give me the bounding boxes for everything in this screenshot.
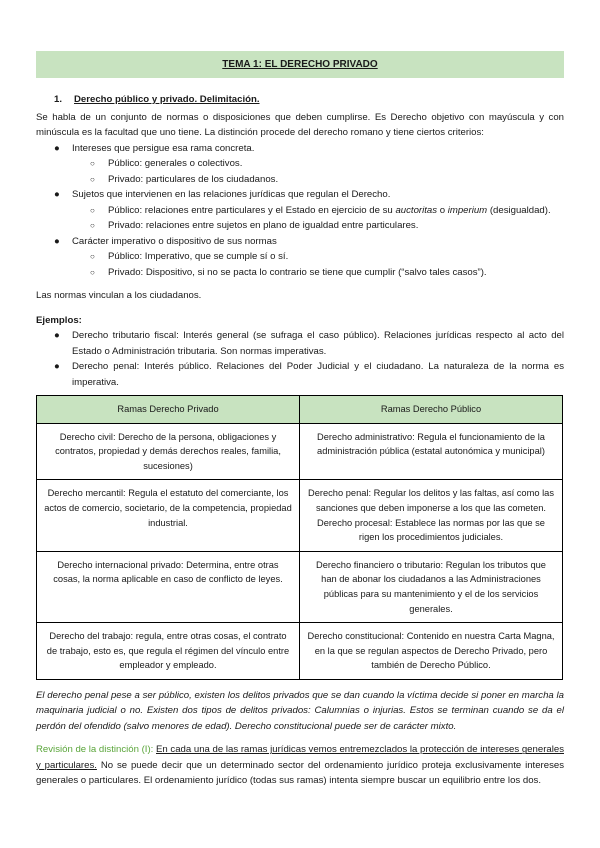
subitem-text-prefix: Público: relaciones entre particulares y el Estado en ejercicio de su (108, 204, 396, 216)
criterion-subitem (36, 156, 564, 172)
bullet-icon: ● (54, 189, 60, 200)
criterion-subitem (36, 249, 564, 265)
subitem-text-suffix: (desigualdad). (487, 204, 551, 216)
example-item (36, 359, 564, 390)
subitem-text: Público: Imperativo, que se cumple sí o sí. (108, 251, 289, 262)
section-number: 1. (54, 94, 63, 105)
section-heading (36, 92, 564, 108)
bullet-icon: ● (54, 330, 60, 341)
criterion-subitem (36, 172, 564, 188)
private-branch-cell: Derecho mercantil: Regula el estatuto del comerciante, los actos de comercio, societario, de la competencia, propiedad industrial. (37, 480, 300, 551)
examples-heading: Ejemplos: (36, 314, 82, 326)
criterion-item (36, 187, 564, 203)
public-branch-cell: Derecho penal: Regular los delitos y las faltas, así como las sanciones que deben imponerse a los que las cometen. Derecho procesal: Establece las normas por las que se rigen los procedimientos judiciales. (300, 480, 563, 551)
criterion-label: Carácter imperativo o dispositivo de sus normas (72, 235, 277, 247)
private-branch-cell: Derecho del trabajo: regula, entre otras cosas, el contrato de trabajo, esto es, que regula el régimen del vínculo entre empleador y empleado. (37, 623, 300, 680)
bullet-icon: ● (54, 142, 60, 154)
table-row (37, 480, 563, 551)
subitem-text: Privado: relaciones entre sujetos en plano de igualdad entre particulares. (108, 220, 419, 231)
example-text: Derecho penal: Interés público. Relaciones del Poder Judicial y el ciudadano. La naturaleza de la norma es imperativa. (72, 361, 564, 388)
circle-bullet-icon: ○ (90, 252, 95, 261)
revision-rest: No se puede decir que un determinado sector del ordenamiento jurídico proteja exclusivamente intereses generales o particulares. El ordenamiento jurídico (todas sus ramas) intenta siempre buscar un equilibrio entre los dos. (36, 759, 564, 787)
revision-label: Revisión de la distinción (I): (36, 744, 154, 756)
table-row (37, 551, 563, 622)
criterion-subitem (36, 265, 564, 281)
subitem-connector: o (437, 204, 448, 216)
criterion-subitem (36, 203, 564, 219)
table-row (37, 423, 563, 480)
public-branch-cell: Derecho administrativo: Regula el funcionamiento de la administración pública (estatal autonómica y municipal) (300, 423, 563, 480)
criterion-item (36, 141, 564, 157)
bind-statement: Las normas vinculan a los ciudadanos. (36, 290, 202, 301)
subitem-text: Público: generales o colectivos. (108, 158, 243, 169)
revision-paragraph (36, 742, 564, 789)
bullet-icon: ● (54, 361, 60, 372)
auctoritas-term: auctoritas (395, 204, 438, 216)
section-title: Derecho público y privado. Delimitación. (74, 94, 260, 105)
circle-bullet-icon: ○ (90, 159, 95, 168)
criteria-list (36, 141, 564, 281)
criterion-label: Sujetos que intervienen en las relaciones jurídicas que regulan el Derecho. (72, 189, 391, 200)
private-branch-cell: Derecho internacional privado: Determina, entre otras cosas, la norma aplicable en caso de conflicto de leyes. (37, 551, 300, 622)
example-item (36, 328, 564, 359)
branches-table (36, 395, 563, 680)
public-branch-cell: Derecho financiero o tributario: Regulan los tributos que han de abonar los ciudadanos a las Administraciones públicas para su mantenimiento y el de los servicios generales. (300, 551, 563, 622)
intro-paragraph: Se habla de un conjunto de normas o disposiciones que deben cumplirse. Es Derecho objetivo con mayúscula y con minúscula es la facultad que uno tiene. La distinción procede del derecho romano y tiene ciertos criterios: (36, 111, 564, 138)
table-row (37, 623, 563, 680)
bullet-icon: ● (54, 235, 60, 247)
header-public: Ramas Derecho Público (300, 396, 563, 424)
circle-bullet-icon: ○ (90, 221, 95, 230)
italic-note: El derecho penal pese a ser público, existen los delitos privados que se dan cuando la víctima decide si poner en marcha la maquinaria judicial o no. Existen dos tipos de delitos privados: Calumnias o injurias. Estos se terminan cuando se da el perdón del ofendido (salvo menores de edad). Derecho constitucional puede ser de carácter mixto. (36, 689, 564, 732)
subitem-text: Privado: Dispositivo, si no se pacta lo contrario se tiene que cumplir (“salvo tales casos”). (108, 266, 487, 278)
example-text: Derecho tributario fiscal: Interés general (se sufraga el caso público). Relaciones jurídicas respecto al acto del Estado o Administración tributaria. Son normas imperativas. (72, 330, 564, 357)
table-header-row (37, 396, 563, 424)
criterion-item (36, 234, 564, 250)
circle-bullet-icon: ○ (90, 174, 95, 184)
examples-list (36, 328, 564, 390)
public-branch-cell: Derecho constitucional: Contenido en nuestra Carta Magna, en la que se regulan aspectos de Derecho Privado, pero también de Derecho Público. (300, 623, 563, 680)
criterion-subitem (36, 218, 564, 234)
criterion-label: Intereses que persigue esa rama concreta. (72, 142, 255, 154)
imperium-term: imperium (447, 204, 488, 216)
revision-underlined: En cada una de las ramas jurídicas vemos entremezclados la protección de intereses generales y particulares. (36, 744, 564, 771)
circle-bullet-icon: ○ (90, 267, 95, 277)
header-private: Ramas Derecho Privado (37, 396, 300, 424)
page-title: TEMA 1: EL DERECHO PRIVADO (36, 51, 564, 78)
subitem-text: Privado: particulares de los ciudadanos. (108, 173, 279, 185)
private-branch-cell: Derecho civil: Derecho de la persona, obligaciones y contratos, propiedad y demás derechos reales, familia, sucesiones) (37, 423, 300, 480)
circle-bullet-icon: ○ (90, 205, 95, 215)
document-page (36, 51, 564, 789)
subitem-text (108, 205, 551, 216)
